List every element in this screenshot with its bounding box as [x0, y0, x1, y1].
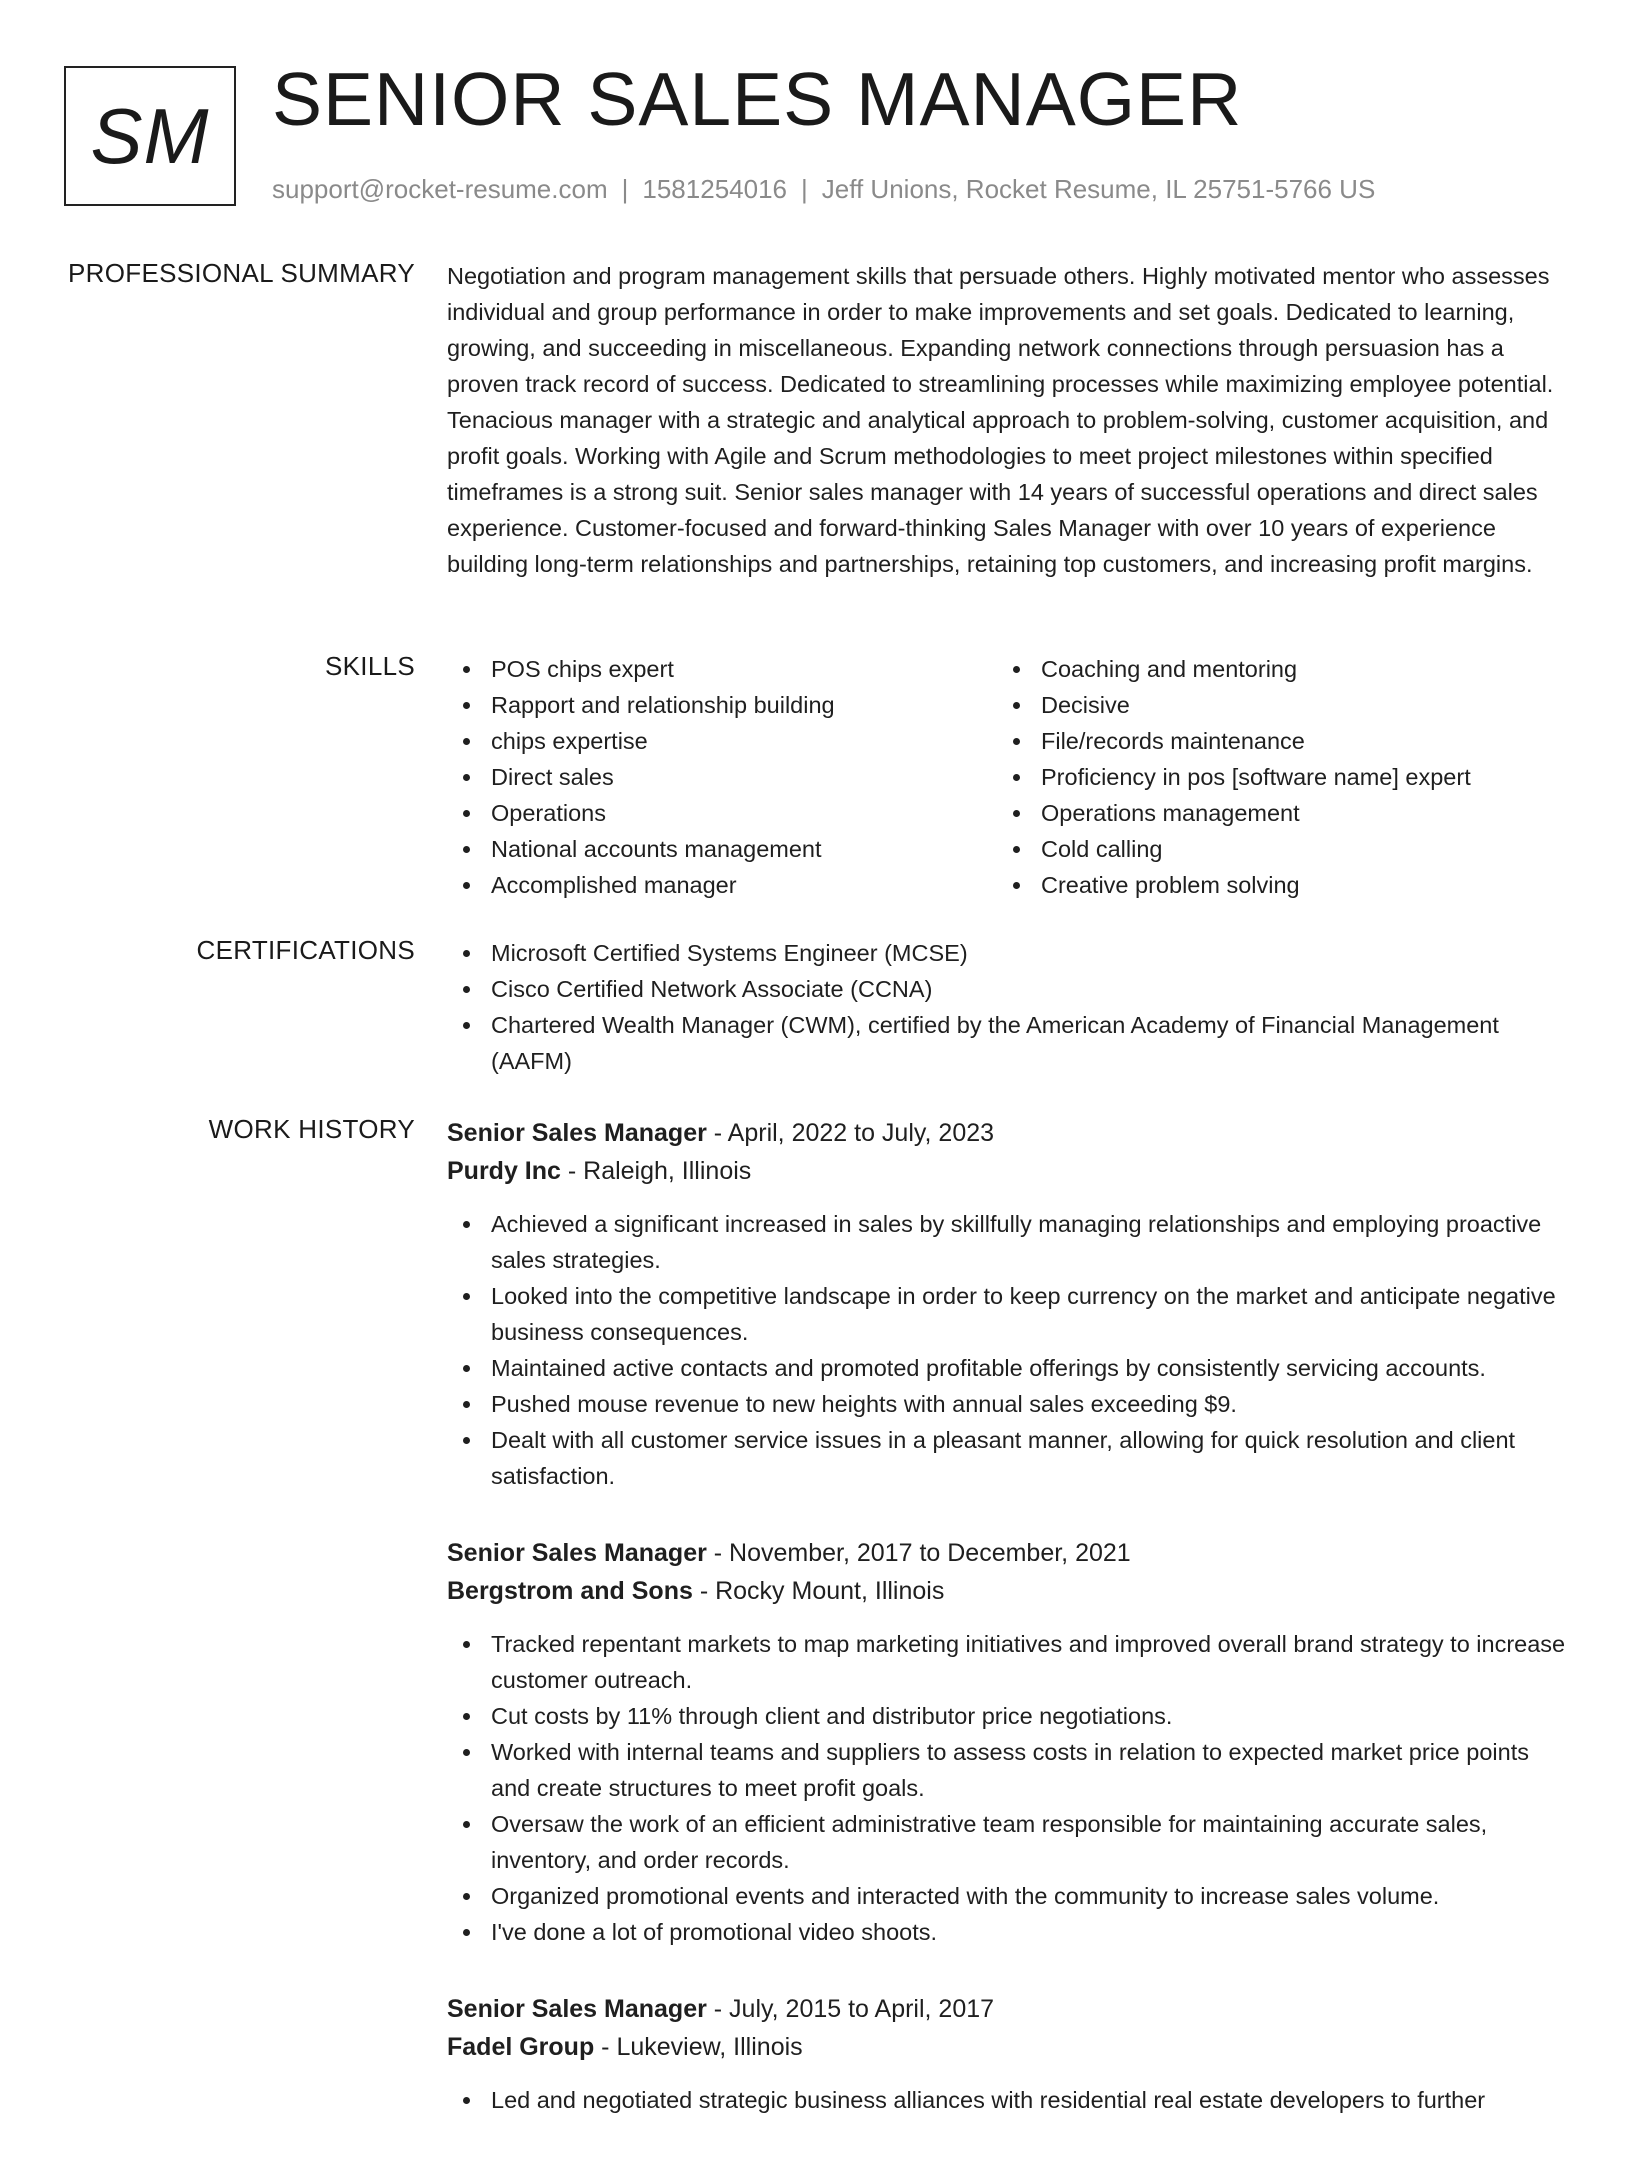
job-company: Purdy Inc — [447, 1157, 561, 1185]
certification-item: Cisco Certified Network Associate (CCNA) — [447, 971, 1572, 1007]
job-title-line — [447, 1990, 1572, 2028]
job-bullet: Led and negotiated strategic business alliances with residential real estate developers to further — [447, 2082, 1572, 2118]
skill-item: File/records maintenance — [997, 723, 1547, 759]
job-dates: - November, 2017 to December, 2021 — [706, 1539, 1131, 1567]
job-bullets — [447, 2082, 1572, 2118]
job-location: - Lukeview, Illinois — [594, 2033, 803, 2061]
job-entry — [447, 1114, 1572, 1494]
skills-list-left — [447, 651, 997, 903]
job-bullet: Looked into the competitive landscape in order to keep currency on the market and anticipate negative business consequences. — [447, 1278, 1572, 1350]
skill-item: Operations — [447, 795, 997, 831]
summary-text: Negotiation and program management skills that persuade others. Highly motivated mentor who assesses individual and group performance in order to make improvements and set goals. Dedicated to learning, growing, and succeeding in miscellaneous. Expanding network connections through persuasion has a proven track record of success. Dedicated to streamlining processes while maximizing employee potential. Tenacious manager with a strategic and analytical approach to problem-solving, customer acquisition, and profit goals. Working with Agile and Scrum methodologies to meet project milestones within specified timeframes is a strong suit. Senior sales manager with 14 years of successful operations and direct sales experience. Customer-focused and forward-thinking Sales Manager with over 10 years of experience building long-term relationships and partnerships, retaining top customers, and increasing profit margins. — [447, 263, 1554, 577]
job-title-line — [447, 1114, 1572, 1152]
job-bullets — [447, 1206, 1572, 1494]
contact-line — [272, 174, 1375, 205]
work-history-heading: WORK HISTORY — [208, 1114, 415, 1144]
job-location: - Rocky Mount, Illinois — [692, 1577, 945, 1605]
job-bullet: Tracked repentant markets to map marketing initiatives and improved overall brand strategy to increase customer outreach. — [447, 1626, 1572, 1698]
job-bullet: Maintained active contacts and promoted profitable offerings by consistently servicing accounts. — [447, 1350, 1572, 1386]
skill-item: Coaching and mentoring — [997, 651, 1547, 687]
job-title: Senior Sales Manager — [447, 1995, 707, 2023]
job-bullet: Pushed mouse revenue to new heights with annual sales exceeding $9. — [447, 1386, 1572, 1422]
job-bullet: Cut costs by 11% through client and distributor price negotiations. — [447, 1698, 1572, 1734]
resume-name: SENIOR SALES MANAGER — [272, 57, 1243, 141]
job-company-line — [447, 1572, 1572, 1610]
skill-item: Accomplished manager — [447, 867, 997, 903]
certification-item: Chartered Wealth Manager (CWM), certified by the American Academy of Financial Management (AAFM) — [447, 1007, 1572, 1079]
job-company: Fadel Group — [447, 2033, 595, 2061]
skills-heading: SKILLS — [325, 651, 415, 681]
job-dates: - April, 2022 to July, 2023 — [706, 1119, 995, 1147]
certifications-heading: CERTIFICATIONS — [196, 935, 415, 965]
monogram-badge: SM — [64, 66, 236, 206]
job-bullet: Worked with internal teams and suppliers to assess costs in relation to expected market price points and create structures to meet profit goals. — [447, 1734, 1572, 1806]
job-entry — [447, 1990, 1572, 2118]
job-location: - Raleigh, Illinois — [560, 1157, 752, 1185]
contact-separator: | — [621, 174, 629, 204]
job-dates: - July, 2015 to April, 2017 — [706, 1995, 995, 2023]
job-bullet: I've done a lot of promotional video shoots. — [447, 1914, 1572, 1950]
skill-item: Proficiency in pos [software name] expert — [997, 759, 1547, 795]
job-title: Senior Sales Manager — [447, 1119, 707, 1147]
job-bullets — [447, 1626, 1572, 1950]
certifications-list — [447, 935, 1572, 1079]
skill-item: Rapport and relationship building — [447, 687, 997, 723]
summary-heading: PROFESSIONAL SUMMARY — [68, 258, 415, 288]
skill-item: Direct sales — [447, 759, 997, 795]
job-bullet: Dealt with all customer service issues in a pleasant manner, allowing for quick resolution and client satisfaction. — [447, 1422, 1572, 1494]
job-company-line — [447, 2028, 1572, 2066]
job-bullet: Organized promotional events and interacted with the community to increase sales volume. — [447, 1878, 1572, 1914]
contact-phone: 1581254016 — [642, 174, 787, 204]
job-title-line — [447, 1534, 1572, 1572]
contact-separator: | — [801, 174, 808, 204]
job-company-line — [447, 1152, 1572, 1190]
skill-item: POS chips expert — [447, 651, 997, 687]
certification-item: Microsoft Certified Systems Engineer (MCSE) — [447, 935, 1572, 971]
skill-item: Creative problem solving — [997, 867, 1547, 903]
skill-item: National accounts management — [447, 831, 997, 867]
job-entry — [447, 1534, 1572, 1950]
skill-item: Operations management — [997, 795, 1547, 831]
skill-item: Decisive — [997, 687, 1547, 723]
job-bullet: Oversaw the work of an efficient administrative team responsible for maintaining accurate sales, inventory, and order records. — [447, 1806, 1572, 1878]
skill-item: Cold calling — [997, 831, 1547, 867]
skills-list-right — [997, 651, 1547, 903]
job-title: Senior Sales Manager — [447, 1539, 707, 1567]
contact-email: support@rocket-resume.com — [272, 174, 608, 204]
job-company: Bergstrom and Sons — [447, 1577, 693, 1605]
skill-item: chips expertise — [447, 723, 997, 759]
job-bullet: Achieved a significant increased in sales by skillfully managing relationships and employing proactive sales strategies. — [447, 1206, 1572, 1278]
contact-address: Jeff Unions, Rocket Resume, IL 25751-5766 US — [821, 174, 1376, 204]
work-history-list — [447, 1114, 1572, 2158]
